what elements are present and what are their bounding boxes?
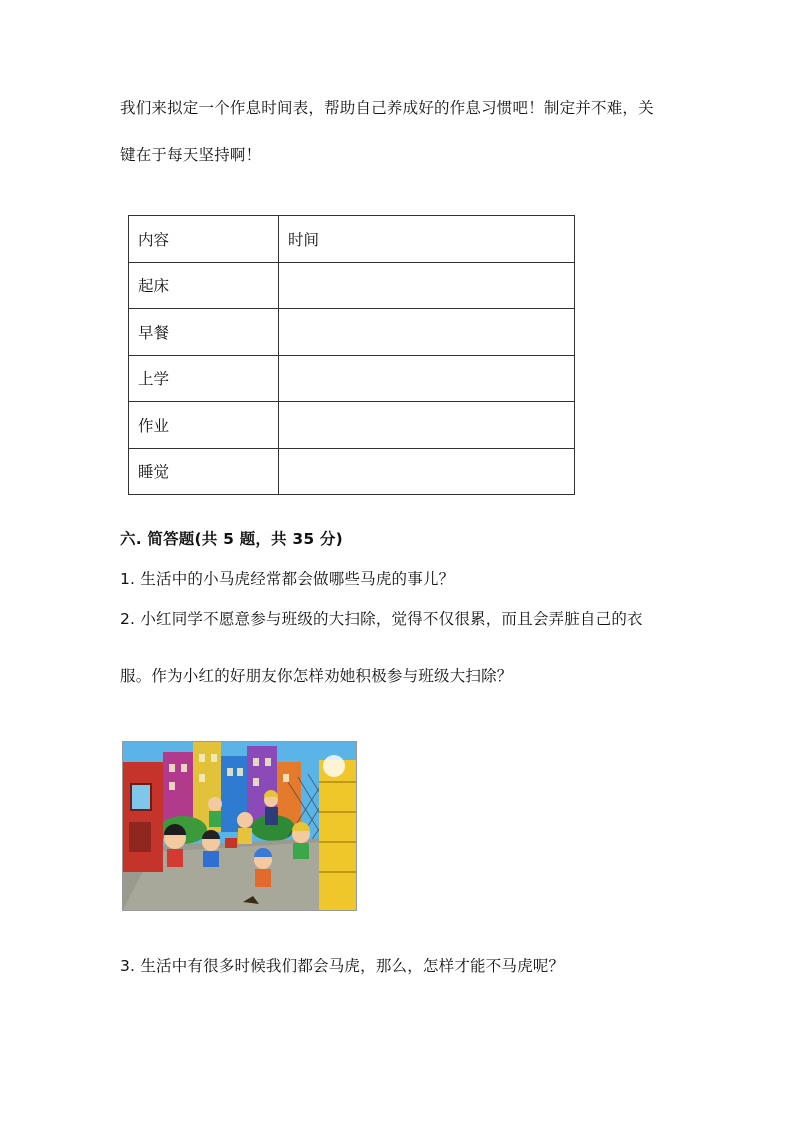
question-2-line-1: 2. 小红同学不愿意参与班级的大扫除，觉得不仅很累，而且会弄脏自己的衣: [120, 610, 643, 628]
schedule-table: [128, 215, 575, 495]
table-row: [129, 262, 575, 309]
question-3: 3. 生活中有很多时候我们都会马虎，那么，怎样才能不马虎呢？: [120, 957, 565, 975]
header-time: 时间: [279, 216, 575, 263]
row-time-cell[interactable]: [279, 402, 575, 449]
intro-line-2: 键在于每天坚持啊！: [120, 146, 262, 164]
table-row: [129, 402, 575, 449]
header-content: 内容: [129, 216, 279, 263]
row-item: 早餐: [129, 309, 279, 356]
row-item: 睡觉: [129, 448, 279, 495]
cartoon-illustration: [122, 741, 357, 911]
question-1: 1. 生活中的小马虎经常都会做哪些马虎的事儿？: [120, 570, 455, 588]
row-time-cell[interactable]: [279, 448, 575, 495]
row-item: 作业: [129, 402, 279, 449]
row-item: 起床: [129, 262, 279, 309]
table-row: [129, 448, 575, 495]
intro-line-1: 我们来拟定一个作息时间表，帮助自己养成好的作息习惯吧！制定并不难，关: [120, 99, 654, 117]
question-2-line-2: 服。作为小红的好朋友你怎样劝她积极参与班级大扫除？: [120, 667, 513, 685]
table-header-row: [129, 216, 575, 263]
row-item: 上学: [129, 355, 279, 402]
row-time-cell[interactable]: [279, 262, 575, 309]
row-time-cell[interactable]: [279, 355, 575, 402]
row-time-cell[interactable]: [279, 309, 575, 356]
table-row: [129, 309, 575, 356]
section-heading: 六. 简答题(共 5 题，共 35 分): [120, 530, 343, 548]
table-row: [129, 355, 575, 402]
